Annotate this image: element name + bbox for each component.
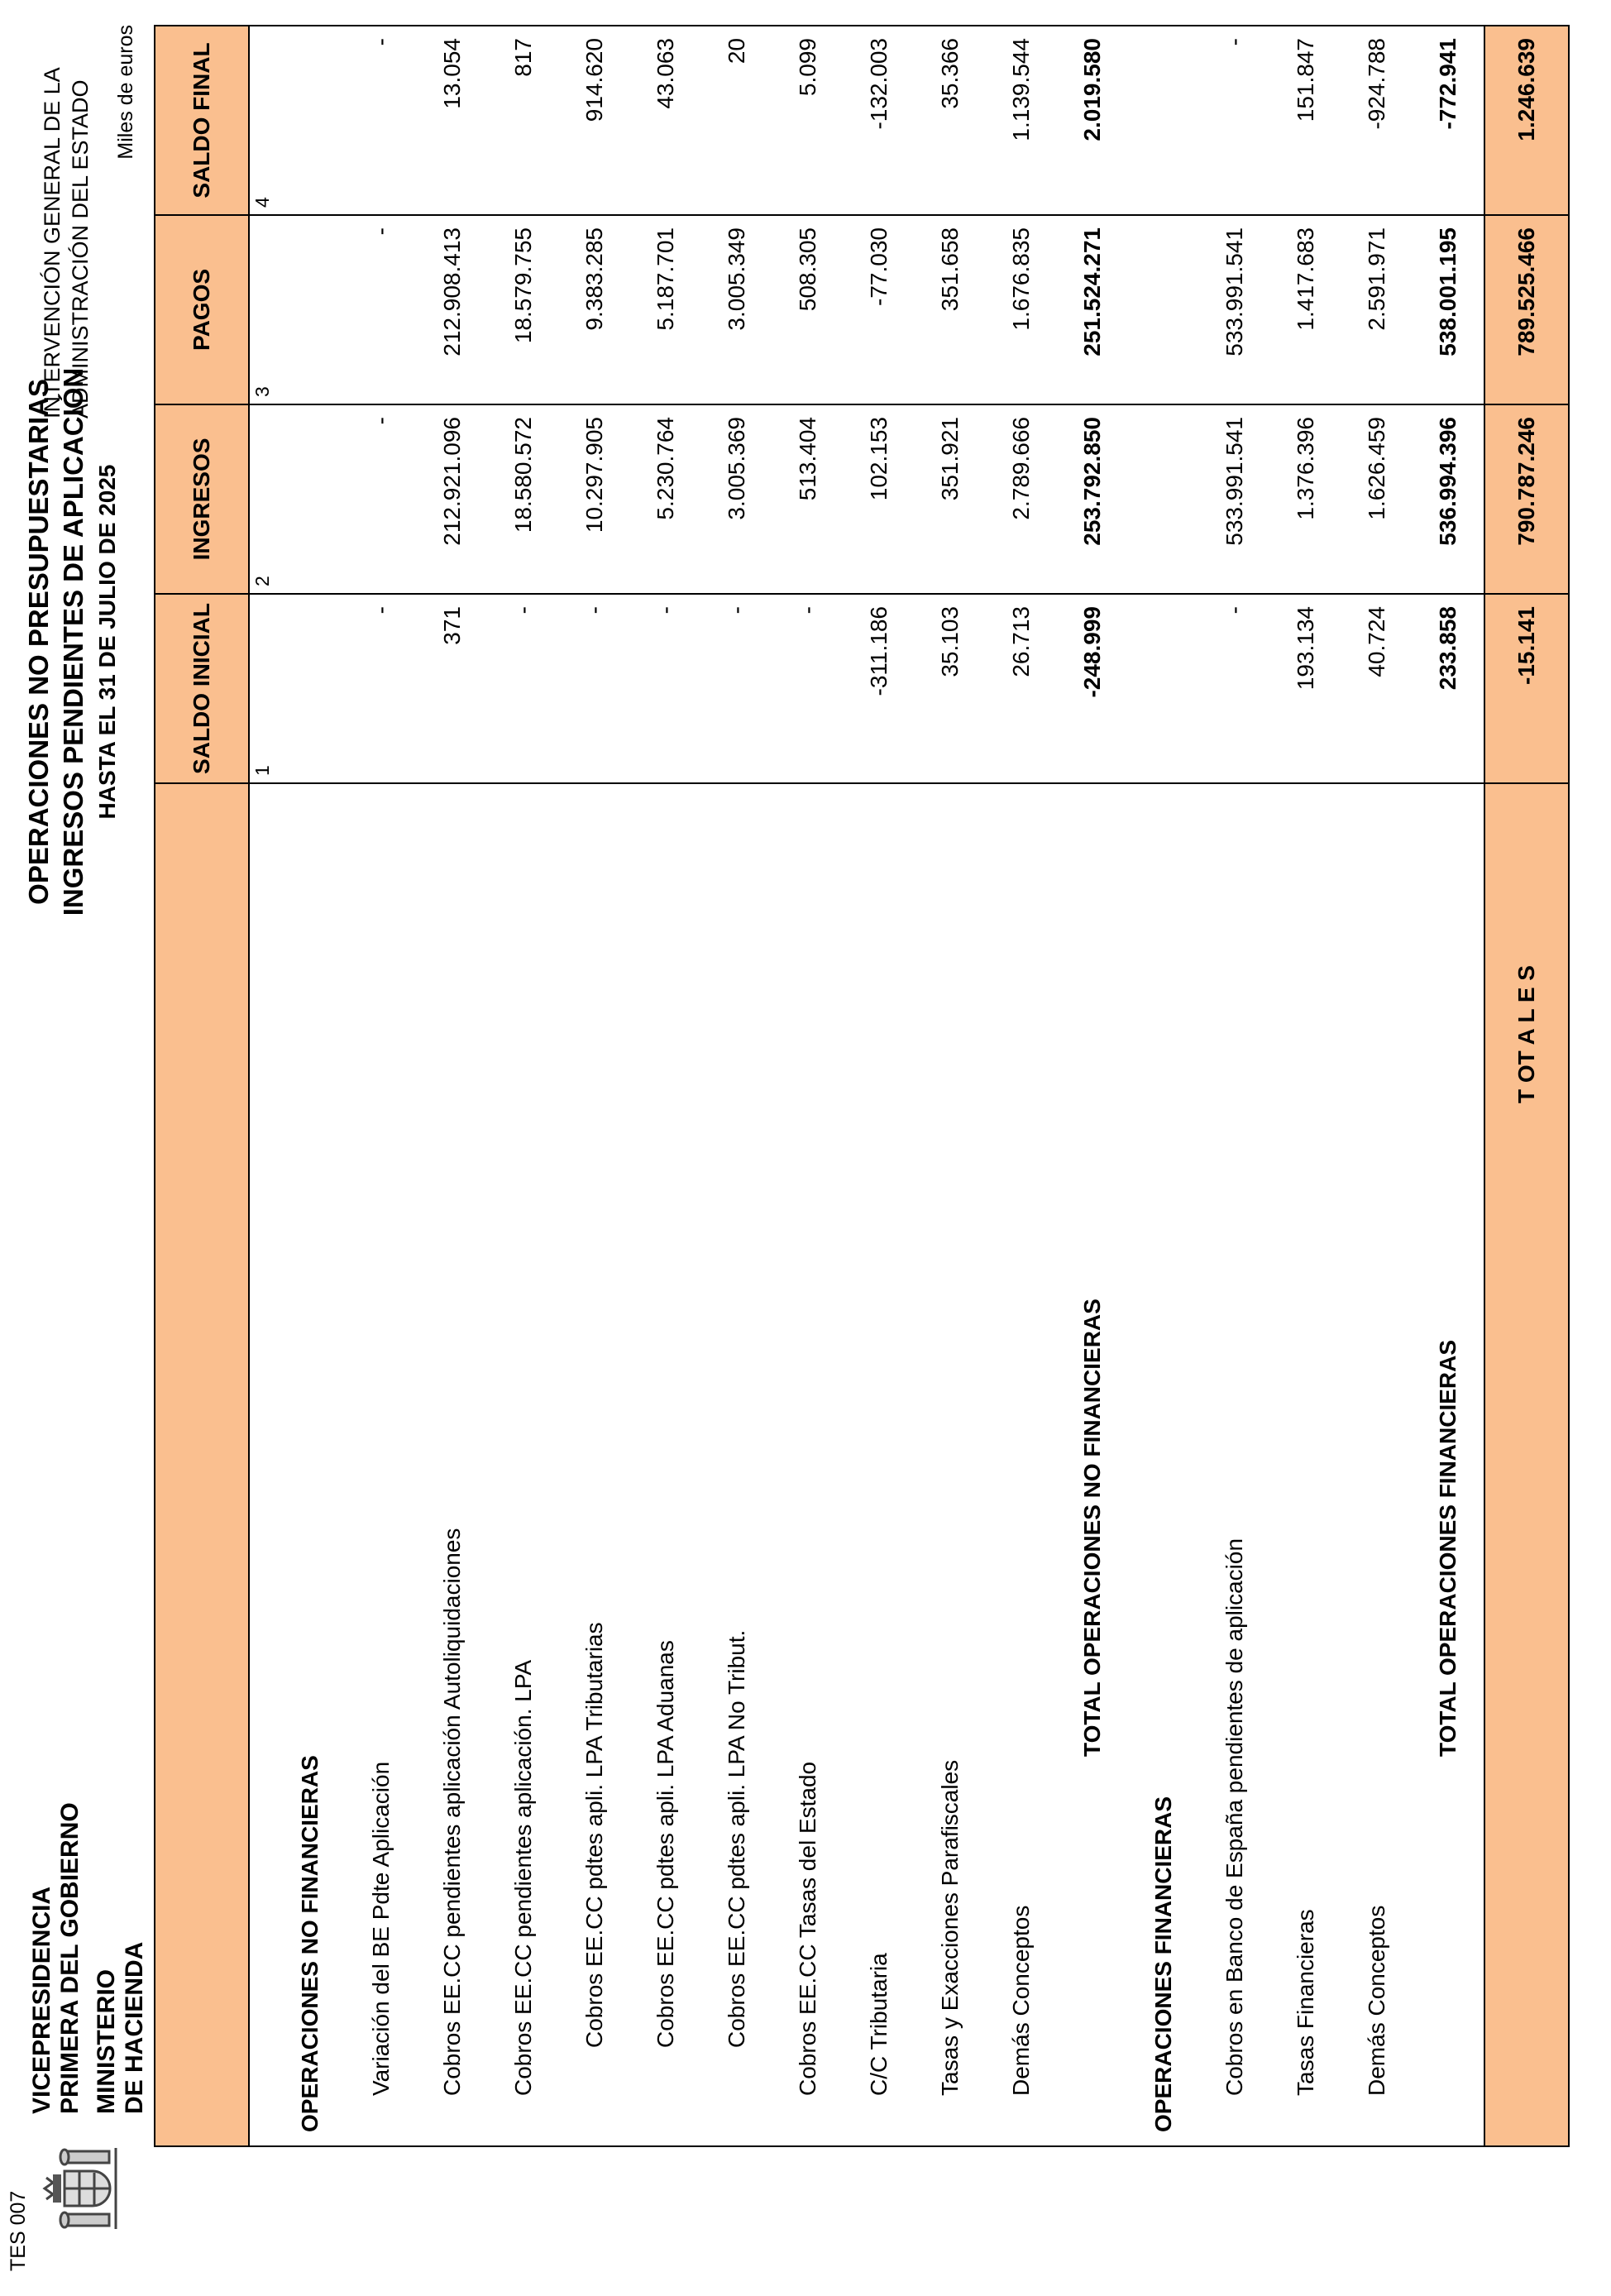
table-row bbox=[1341, 26, 1413, 2145]
table-row bbox=[772, 26, 844, 2145]
row-label: TOTAL OPERACIONES NO FINANCIERAS bbox=[1079, 1299, 1105, 1757]
agency-block bbox=[38, 22, 94, 419]
table-row-section bbox=[275, 26, 346, 2145]
cell-saldo-final: - bbox=[346, 26, 417, 216]
pending-operations-table bbox=[154, 25, 1570, 2147]
cell-ingresos: 3.005.369 bbox=[701, 405, 772, 595]
cell-pagos: 3.005.349 bbox=[701, 216, 772, 405]
cell-saldo-inicial: 233.858 bbox=[1413, 595, 1484, 784]
column-number-row bbox=[250, 26, 275, 2145]
cell-saldo-inicial: 26.713 bbox=[986, 595, 1057, 784]
column-number: 1 bbox=[250, 595, 275, 784]
table-row-subtotal bbox=[1413, 26, 1484, 2145]
cell-saldo-inicial: - bbox=[346, 595, 417, 784]
table-row bbox=[559, 26, 630, 2145]
report-subtitle: INGRESOS PENDIENTES DE APLICACIÓN bbox=[58, 367, 88, 916]
column-number: 3 bbox=[250, 216, 275, 405]
cell-pagos: 2.591.971 bbox=[1341, 216, 1413, 405]
table-row bbox=[701, 26, 772, 2145]
row-label: Cobros EE.CC pdtes apli. LPA No Tribut. bbox=[724, 1629, 749, 2048]
row-label: OPERACIONES FINANCIERAS bbox=[1150, 1796, 1176, 2132]
row-label: Tasas y Exacciones Parafiscales bbox=[937, 1759, 963, 2096]
cell-ingresos bbox=[275, 405, 346, 595]
ministry-line: PRIMERA DEL GOBIERNO bbox=[56, 1802, 84, 2114]
row-label: Cobros EE.CC pdtes apli. LPA Aduanas bbox=[653, 1640, 678, 2048]
cell-pagos: - bbox=[346, 216, 417, 405]
cell-ingresos: 1.376.396 bbox=[1270, 405, 1341, 595]
cell-ingresos: 18.580.572 bbox=[488, 405, 559, 595]
table-row bbox=[1199, 26, 1270, 2145]
cell-pagos: 5.187.701 bbox=[630, 216, 701, 405]
cell-saldo-final: 2.019.580 bbox=[1057, 26, 1128, 216]
cell-pagos: -77.030 bbox=[844, 216, 915, 405]
cell-saldo-inicial: - bbox=[1199, 595, 1270, 784]
row-label: T OT A L E S bbox=[1485, 784, 1568, 2145]
cell-saldo-inicial: -15.141 bbox=[1485, 595, 1568, 784]
column-header-saldo-final: SALDO FINAL bbox=[155, 26, 250, 216]
row-label: Cobros en Banco de España pendientes de aplicación bbox=[1221, 1538, 1247, 2096]
cell-pagos: 212.908.413 bbox=[417, 216, 488, 405]
cell-saldo-final: - bbox=[1199, 26, 1270, 216]
cell-pagos: 538.001.195 bbox=[1413, 216, 1484, 405]
column-header-pagos: PAGOS bbox=[155, 216, 250, 405]
cell-saldo-final: 151.847 bbox=[1270, 26, 1341, 216]
cell-saldo-final: 1.139.544 bbox=[986, 26, 1057, 216]
cell-ingresos bbox=[1128, 405, 1199, 595]
report-title: OPERACIONES NO PRESUPUESTARIAS bbox=[23, 379, 54, 905]
table-row bbox=[346, 26, 417, 2145]
cell-ingresos: - bbox=[346, 405, 417, 595]
cell-saldo-final: 5.099 bbox=[772, 26, 844, 216]
cell-pagos: 251.524.271 bbox=[1057, 216, 1128, 405]
column-header-saldo-inicial: SALDO INICIAL bbox=[155, 595, 250, 784]
cell-saldo-final: 817 bbox=[488, 26, 559, 216]
column-header-ingresos: INGRESOS bbox=[155, 405, 250, 595]
report-period: HASTA EL 31 DE JULIO DE 2025 bbox=[94, 464, 120, 820]
table-row bbox=[1270, 26, 1341, 2145]
cell-pagos bbox=[1128, 216, 1199, 405]
coat-of-arms-icon bbox=[40, 2126, 141, 2251]
table-row bbox=[417, 26, 488, 2145]
cell-saldo-final bbox=[1128, 26, 1199, 216]
column-number: 2 bbox=[250, 405, 275, 595]
table-row bbox=[844, 26, 915, 2145]
cell-saldo-inicial: - bbox=[488, 595, 559, 784]
table-row-section bbox=[1128, 26, 1199, 2145]
cell-pagos: 9.383.285 bbox=[559, 216, 630, 405]
cell-saldo-final: 1.246.639 bbox=[1485, 26, 1568, 216]
ministry-line: MINISTERIO bbox=[93, 1968, 120, 2114]
table-row bbox=[488, 26, 559, 2145]
units-note: Miles de euros bbox=[114, 25, 137, 160]
cell-saldo-final: -132.003 bbox=[844, 26, 915, 216]
row-label: C/C Tributaria bbox=[866, 1953, 892, 2096]
cell-saldo-inicial bbox=[275, 595, 346, 784]
cell-saldo-inicial: -248.999 bbox=[1057, 595, 1128, 784]
row-label: Tasas Financieras bbox=[1293, 1909, 1318, 2096]
cell-ingresos: 212.921.096 bbox=[417, 405, 488, 595]
ministry-line: DE HACIENDA bbox=[121, 1941, 148, 2114]
cell-saldo-final: 20 bbox=[701, 26, 772, 216]
title-block bbox=[22, 352, 124, 931]
cell-pagos bbox=[275, 216, 346, 405]
cell-ingresos: 790.787.246 bbox=[1485, 405, 1568, 595]
column-number: 4 bbox=[250, 26, 275, 216]
table-row bbox=[630, 26, 701, 2145]
row-label: OPERACIONES NO FINANCIERAS bbox=[297, 1755, 323, 2132]
cell-saldo-final: 13.054 bbox=[417, 26, 488, 216]
cell-ingresos: 536.994.396 bbox=[1413, 405, 1484, 595]
row-label: Demás Conceptos bbox=[1364, 1905, 1389, 2096]
cell-saldo-final: 43.063 bbox=[630, 26, 701, 216]
cell-saldo-final: -924.788 bbox=[1341, 26, 1413, 216]
cell-pagos: 351.658 bbox=[915, 216, 986, 405]
cell-pagos: 533.991.541 bbox=[1199, 216, 1270, 405]
cell-ingresos: 5.230.764 bbox=[630, 405, 701, 595]
row-label: Cobros EE.CC pendientes aplicación. LPA bbox=[510, 1659, 536, 2096]
agency-line: ADMINISTRACIÓN DEL ESTADO bbox=[68, 79, 93, 419]
column-header-labels bbox=[155, 784, 250, 2145]
cell-saldo-inicial: - bbox=[559, 595, 630, 784]
cell-saldo-final bbox=[275, 26, 346, 216]
row-label: Cobros EE.CC pendientes aplicación Autoliquidaciones bbox=[439, 1528, 465, 2096]
column-number-blank bbox=[250, 784, 275, 2145]
row-label: Variación del BE Pdte Aplicación bbox=[368, 1761, 394, 2096]
cell-saldo-inicial: - bbox=[772, 595, 844, 784]
cell-saldo-inicial: 35.103 bbox=[915, 595, 986, 784]
form-code: TES 007 bbox=[7, 2190, 30, 2271]
row-label: Demás Conceptos bbox=[1008, 1905, 1034, 2096]
cell-pagos: 18.579.755 bbox=[488, 216, 559, 405]
cell-pagos: 1.676.835 bbox=[986, 216, 1057, 405]
table-header-row bbox=[155, 26, 250, 2145]
ministry-block bbox=[28, 1802, 149, 2114]
cell-saldo-inicial: 40.724 bbox=[1341, 595, 1413, 784]
table-row-subtotal bbox=[1057, 26, 1128, 2145]
ministry-line: VICEPRESIDENCIA bbox=[28, 1886, 55, 2114]
cell-ingresos: 351.921 bbox=[915, 405, 986, 595]
cell-saldo-final: -772.941 bbox=[1413, 26, 1484, 216]
cell-saldo-inicial: - bbox=[630, 595, 701, 784]
cell-ingresos: 102.153 bbox=[844, 405, 915, 595]
table-row bbox=[915, 26, 986, 2145]
cell-pagos: 789.525.466 bbox=[1485, 216, 1568, 405]
row-label: Cobros EE.CC Tasas del Estado bbox=[795, 1761, 820, 2096]
cell-ingresos: 253.792.850 bbox=[1057, 405, 1128, 595]
row-label: TOTAL OPERACIONES FINANCIERAS bbox=[1435, 1339, 1460, 1757]
cell-saldo-inicial: - bbox=[701, 595, 772, 784]
cell-ingresos: 513.404 bbox=[772, 405, 844, 595]
table-row bbox=[986, 26, 1057, 2145]
cell-ingresos: 1.626.459 bbox=[1341, 405, 1413, 595]
row-label: Cobros EE.CC pdtes apli. LPA Tributarias bbox=[581, 1622, 607, 2048]
cell-ingresos: 533.991.541 bbox=[1199, 405, 1270, 595]
cell-ingresos: 10.297.905 bbox=[559, 405, 630, 595]
cell-pagos: 1.417.683 bbox=[1270, 216, 1341, 405]
cell-pagos: 508.305 bbox=[772, 216, 844, 405]
cell-saldo-inicial: 371 bbox=[417, 595, 488, 784]
cell-saldo-final: 35.366 bbox=[915, 26, 986, 216]
cell-saldo-inicial: 193.134 bbox=[1270, 595, 1341, 784]
table-row-grand-total bbox=[1484, 26, 1568, 2145]
cell-ingresos: 2.789.666 bbox=[986, 405, 1057, 595]
agency-line: INTERVENCIÓN GENERAL DE LA bbox=[40, 67, 65, 419]
cell-saldo-inicial bbox=[1128, 595, 1199, 784]
cell-saldo-final: 914.620 bbox=[559, 26, 630, 216]
cell-saldo-inicial: -311.186 bbox=[844, 595, 915, 784]
